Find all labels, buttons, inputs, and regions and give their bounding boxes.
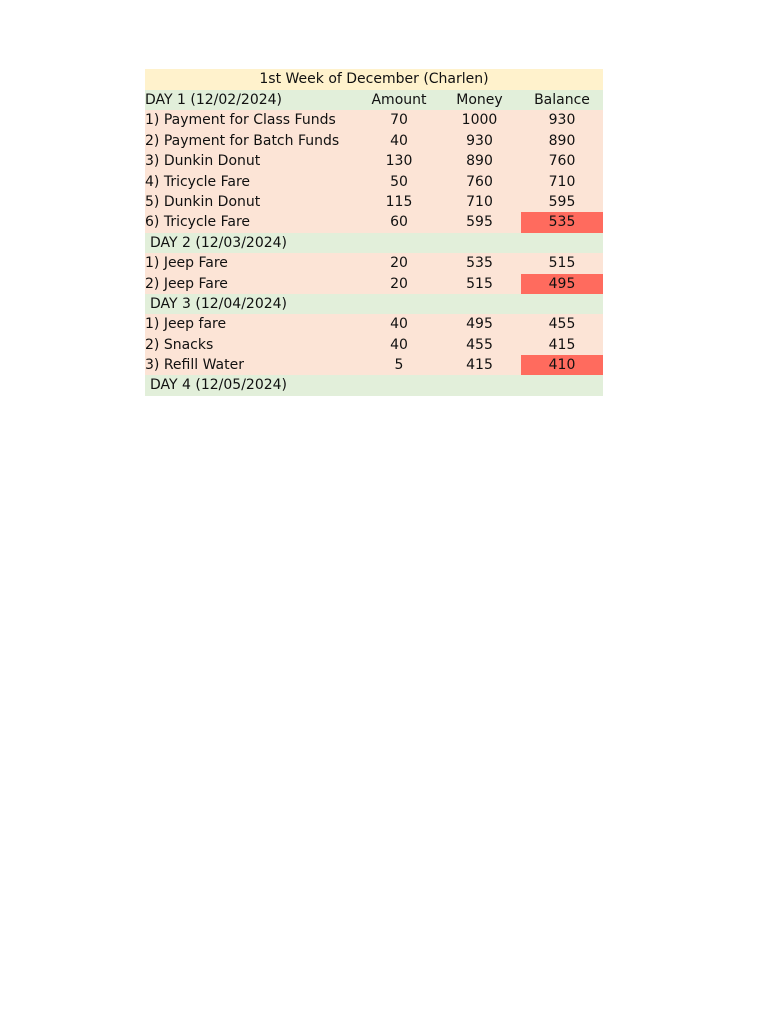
day-label: DAY 3 (12/04/2024) [150,295,287,312]
item-money: 710 [466,193,493,210]
item-amount: 40 [390,336,408,353]
item-money: 515 [466,275,493,292]
table-row [145,172,603,192]
item-money: 930 [466,132,493,149]
item-balance: 415 [548,336,576,353]
item-description: 3) Refill Water [145,357,244,374]
item-balance-highlighted: 410 [521,355,603,375]
item-money: 415 [466,357,493,374]
sheet-rows [145,90,603,396]
item-balance-highlighted: 495 [521,274,603,294]
item-balance: 455 [548,316,576,333]
money-header: Money [456,92,503,108]
item-amount: 40 [390,132,408,149]
day-header-row [145,294,603,314]
table-row [145,314,603,334]
item-amount: 130 [385,153,413,170]
item-money: 495 [466,316,493,333]
item-money: 535 [466,255,493,272]
day-label: DAY 1 (12/02/2024) [145,92,282,108]
item-description: 2) Payment for Batch Funds [145,132,340,149]
item-balance: 515 [548,255,576,272]
item-amount: 20 [390,255,408,272]
item-amount: 60 [390,214,408,231]
day-header-row [145,375,603,395]
item-description: 2) Snacks [145,336,214,353]
amount-header: Amount [371,92,427,108]
item-balance-highlighted: 535 [521,212,603,232]
sheet-title: 1st Week of December (Charlen) [145,69,603,90]
item-amount: 20 [390,275,408,292]
item-amount: 70 [390,112,408,129]
day-label: DAY 4 (12/05/2024) [150,377,287,394]
item-description: 2) Jeep Fare [145,275,228,292]
day-label: DAY 2 (12/03/2024) [150,234,287,251]
item-money: 455 [466,336,493,353]
item-money: 760 [466,173,493,190]
item-description: 4) Tricycle Fare [145,173,250,190]
table-row [145,192,603,212]
item-description: 6) Tricycle Fare [145,214,250,231]
item-amount: 5 [394,357,404,374]
table-row [145,274,603,294]
item-description: 3) Dunkin Donut [145,153,261,170]
table-row [145,355,603,375]
table-row [145,131,603,151]
table-row [145,151,603,171]
table-row [145,335,603,355]
table-row [145,110,603,130]
balance-header: Balance [534,92,590,108]
item-balance: 710 [548,173,576,190]
item-balance: 760 [548,153,576,170]
table-row [145,253,603,273]
item-money: 595 [466,214,493,231]
item-amount: 40 [390,316,408,333]
item-balance: 890 [548,132,576,149]
table-row [145,212,603,232]
item-description: 1) Jeep fare [145,316,227,333]
item-description: 1) Payment for Class Funds [145,112,336,129]
item-balance: 930 [548,112,576,129]
item-amount: 115 [385,193,413,210]
item-amount: 50 [390,173,408,190]
day-header-row [145,233,603,253]
item-money: 1000 [461,112,498,129]
item-money: 890 [466,153,493,170]
day-header-row [145,90,603,110]
expense-sheet [145,69,603,396]
item-description: 1) Jeep Fare [145,255,228,272]
item-balance: 595 [548,193,576,210]
item-description: 5) Dunkin Donut [145,193,261,210]
